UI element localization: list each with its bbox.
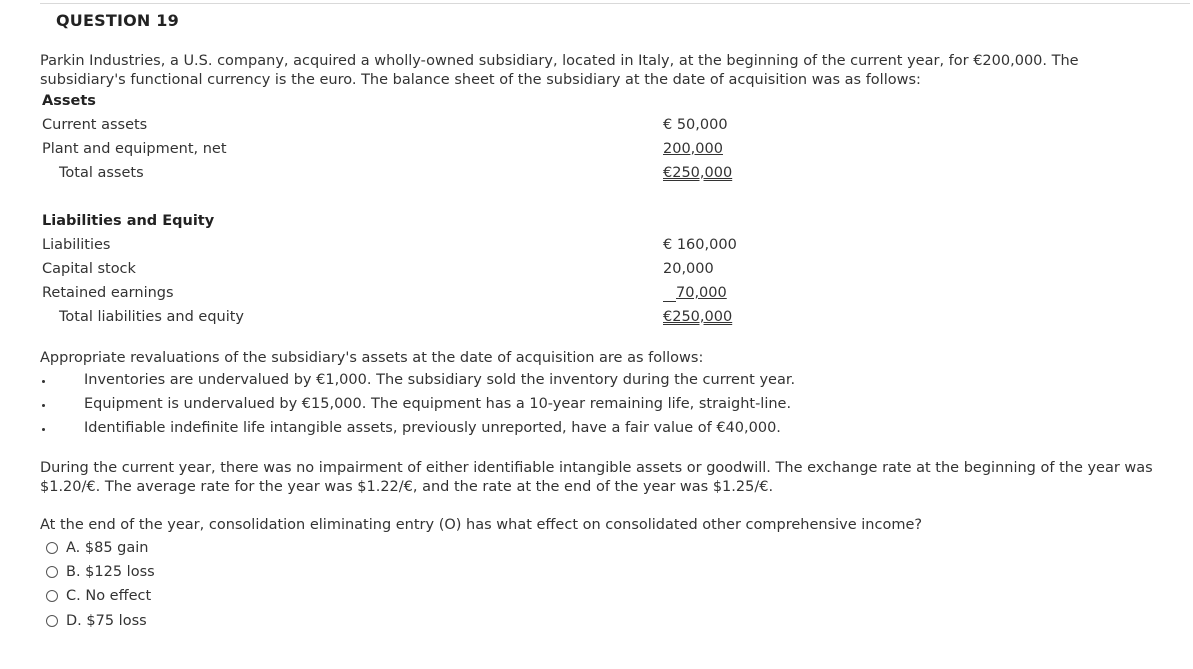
bullet-icon [42,380,45,383]
radio-button-icon[interactable] [46,590,58,602]
underline-lead [663,301,676,302]
liabilities-row-label: Retained earnings [42,285,174,301]
option-c[interactable] [46,586,151,606]
bullet-icon [42,428,45,431]
option-label: D. $75 loss [66,613,147,629]
assets-total-value: €250,000 [663,165,733,181]
liabilities-row-value-wrap [663,284,727,303]
liabilities-total-value: €250,000 [663,309,733,325]
liabilities-row-label: Liabilities [42,237,111,253]
radio-button-icon[interactable] [46,615,58,627]
radio-button-icon[interactable] [46,542,58,554]
revaluation-item: Inventories are undervalued by €1,000. The subsidiary sold the inventory during the current year. [84,372,796,388]
option-label: C. No effect [66,588,152,604]
option-b[interactable] [46,562,155,582]
question-prompt: At the end of the year, consolidation eliminating entry (O) has what effect on consolidated other comprehensive income? [40,517,923,533]
assets-row-label: Current assets [42,117,148,133]
option-d[interactable] [46,611,147,631]
liabilities-equity-heading: Liabilities and Equity [42,213,215,229]
liabilities-row-label: Capital stock [42,261,136,277]
question-title: QUESTION 19 [56,11,179,30]
radio-button-icon[interactable] [46,566,58,578]
revaluation-item: Equipment is undervalued by €15,000. The equipment has a 10-year remaining life, straight-line. [84,396,792,412]
assets-heading: Assets [42,93,96,109]
assets-row-label: Plant and equipment, net [42,141,227,157]
assets-row-value: 200,000 [663,141,723,157]
revaluations-intro: Appropriate revaluations of the subsidiary's assets at the date of acquisition are as follows: [40,350,704,366]
top-divider [40,3,1190,4]
assets-total-label: Total assets [59,165,144,181]
option-a[interactable] [46,538,148,558]
bullet-icon [42,404,45,407]
option-label: B. $125 loss [66,564,155,580]
revaluation-item: Identifiable indefinite life intangible assets, previously unreported, have a fair value of €40,000. [84,420,781,436]
liabilities-total-label: Total liabilities and equity [59,309,245,325]
option-label: A. $85 gain [66,540,149,556]
rates-paragraph: During the current year, there was no impairment of either identifiable intangible assets or goodwill. The exchange rate at the beginning of the year was $1.20/€. The average rate for the year was $1.22/€, and the rate at the end of the year was $1.25/€. [40,460,1153,495]
question-intro: Parkin Industries, a U.S. company, acquired a wholly-owned subsidiary, located in Italy, at the beginning of the current year, for €200,000. The subsidiary's functional currency is the euro. The balance sheet of the subsidiary at the date of acquisition was as follows: [40,53,1079,88]
assets-row-value: € 50,000 [663,117,728,133]
liabilities-row-value: 70,000 [676,285,727,301]
liabilities-row-value: 20,000 [663,261,714,277]
liabilities-row-value: € 160,000 [663,237,737,253]
